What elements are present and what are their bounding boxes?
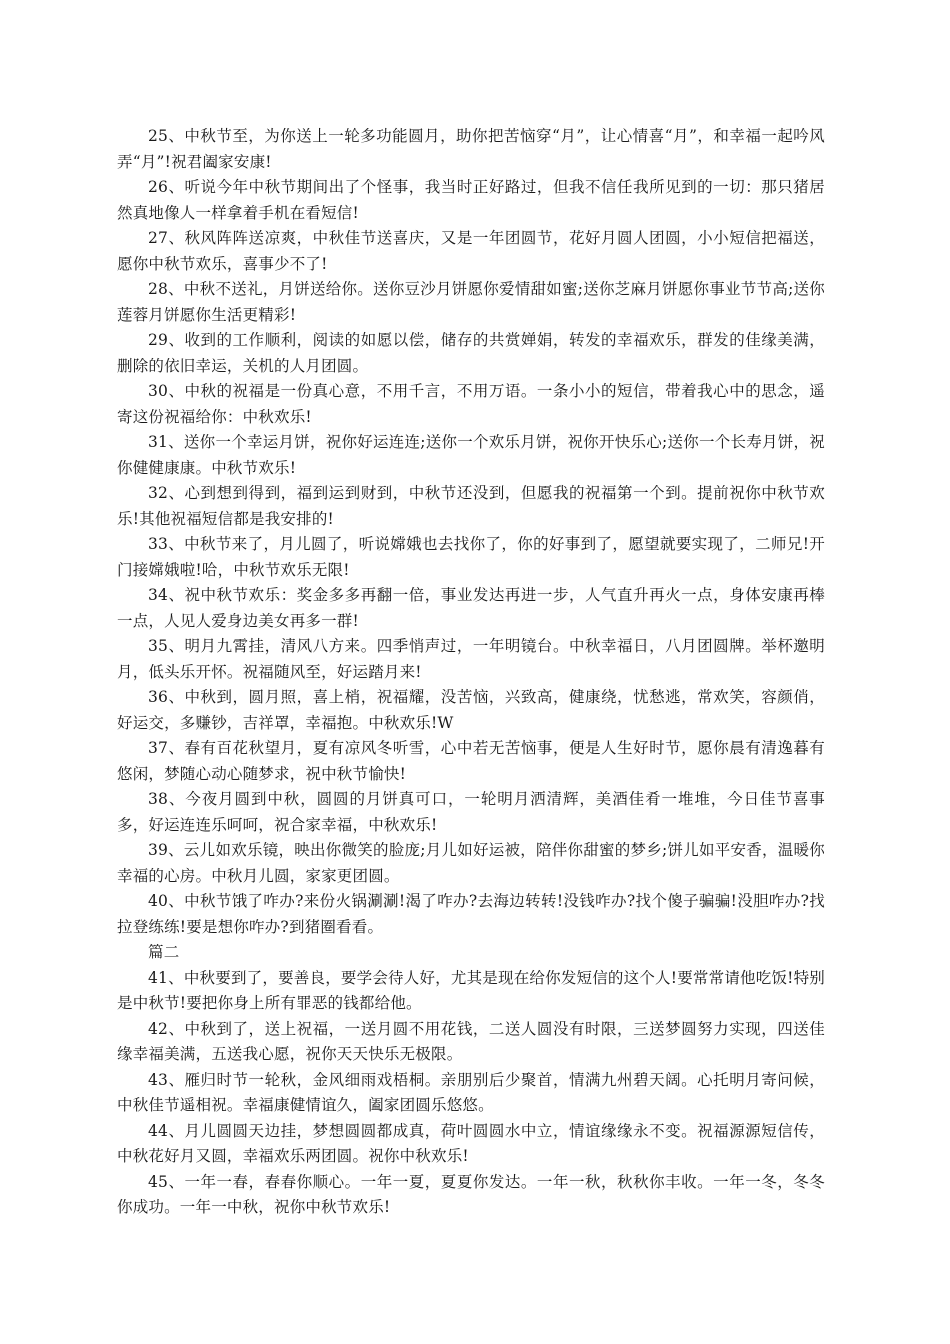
paragraph-31: 31、送你一个幸运月饼，祝你好运连连;送你一个欢乐月饼，祝你开快乐心;送你一个长寿月饼，祝你健健康康。中秋节欢乐!	[117, 433, 825, 477]
paragraph-34: 34、祝中秋节欢乐：奖金多多再翻一倍，事业发达再进一步，人气直升再火一点，身体安康再棒一点，人见人爱身边美女再多一群!	[117, 586, 825, 630]
paragraph-39: 39、云儿如欢乐镜，映出你微笑的脸庞;月儿如好运被，陪伴你甜蜜的梦乡;饼儿如平安香，温暖你幸福的心房。中秋月儿圆，家家更团圆。	[117, 841, 825, 885]
paragraph-27: 27、秋风阵阵送凉爽，中秋佳节送喜庆，又是一年团圆节，花好月圆人团圆，小小短信把福送，愿你中秋节欢乐，喜事少不了!	[117, 229, 825, 273]
paragraph-45: 45、一年一春，春春你顺心。一年一夏，夏夏你发达。一年一秋，秋秋你丰收。一年一冬，冬冬你成功。一年一中秋，祝你中秋节欢乐!	[117, 1172, 825, 1216]
document-body	[117, 124, 825, 1221]
paragraph-42: 42、中秋到了，送上祝福，一送月圆不用花钱，二送人圆没有时限，三送梦圆努力实现，四送佳缘幸福美满，五送我心愿，祝你天天快乐无极限。	[117, 1019, 825, 1063]
paragraph-26: 26、听说今年中秋节期间出了个怪事，我当时正好路过，但我不信任我所见到的一切：那只猪居然真地像人一样拿着手机在看短信!	[117, 178, 825, 222]
paragraph-25: 25、中秋节至，为你送上一轮多功能圆月，助你把苦恼穿“月”，让心情喜“月”，和幸福一起吟风弄“月”!祝君阖家安康!	[117, 127, 825, 171]
paragraph-36: 36、中秋到，圆月照，喜上梢，祝福耀，没苦恼，兴致高，健康绕，忧愁逃，常欢笑，容颜俏，好运交，多赚钞，吉祥罩，幸福抱。中秋欢乐!W	[117, 688, 825, 732]
paragraph-30: 30、中秋的祝福是一份真心意，不用千言，不用万语。一条小小的短信，带着我心中的思念，遥寄这份祝福给你：中秋欢乐!	[117, 382, 825, 426]
paragraph-44: 44、月儿圆圆天边挂，梦想圆圆都成真，荷叶圆圆水中立，情谊缘缘永不变。祝福源源短信传，中秋花好月又圆，幸福欢乐两团圆。祝你中秋欢乐!	[117, 1121, 825, 1165]
paragraph-41: 41、中秋要到了，要善良，要学会待人好，尤其是现在给你发短信的这个人!要常常请他吃饭!特别是中秋节!要把你身上所有罪恶的钱都给他。	[117, 968, 825, 1012]
paragraph-28: 28、中秋不送礼，月饼送给你。送你豆沙月饼愿你爱情甜如蜜;送你芝麻月饼愿你事业节节高;送你莲蓉月饼愿你生活更精彩!	[117, 280, 825, 324]
paragraph-40: 40、中秋节饿了咋办?来份火锅涮涮!渴了咋办?去海边转转!没钱咋办?找个傻子骗骗!没胆咋办?找拉登练练!要是想你咋办?到猪圈看看。	[117, 892, 825, 936]
section-heading: 篇二	[148, 943, 180, 961]
paragraph-37: 37、春有百花秋望月，夏有凉风冬听雪，心中若无苦恼事，便是人生好时节，愿你晨有清逸暮有悠闲，梦随心动心随梦求，祝中秋节愉快!	[117, 739, 825, 783]
paragraph-33: 33、中秋节来了，月儿圆了，听说嫦娥也去找你了，你的好事到了，愿望就要实现了，二师兄!开门接嫦娥啦!哈，中秋节欢乐无限!	[117, 535, 825, 579]
paragraph-38: 38、今夜月圆到中秋，圆圆的月饼真可口，一轮明月洒清辉，美酒佳肴一堆堆，今日佳节喜事多，好运连连乐呵呵，祝合家幸福，中秋欢乐!	[117, 790, 825, 834]
paragraph-43: 43、雁归时节一轮秋，金风细雨戏梧桐。亲朋别后少聚首，情满九州碧天阔。心托明月寄问候，中秋佳节遥相祝。幸福康健情谊久，阖家团圆乐悠悠。	[117, 1070, 825, 1114]
paragraph-35: 35、明月九霄挂，清风八方来。四季悄声过，一年明镜台。中秋幸福日，八月团圆牌。举杯邀明月，低头乐开怀。祝福随风至，好运踏月来!	[117, 637, 825, 681]
paragraph-29: 29、收到的工作顺利，阅读的如愿以偿，储存的共赏婵娟，转发的幸福欢乐，群发的佳缘美满，删除的依旧幸运，关机的人月团圆。	[117, 331, 825, 375]
paragraph-32: 32、心到想到得到，福到运到财到，中秋节还没到，但愿我的祝福第一个到。提前祝你中秋节欢乐!其他祝福短信都是我安排的!	[117, 484, 825, 528]
